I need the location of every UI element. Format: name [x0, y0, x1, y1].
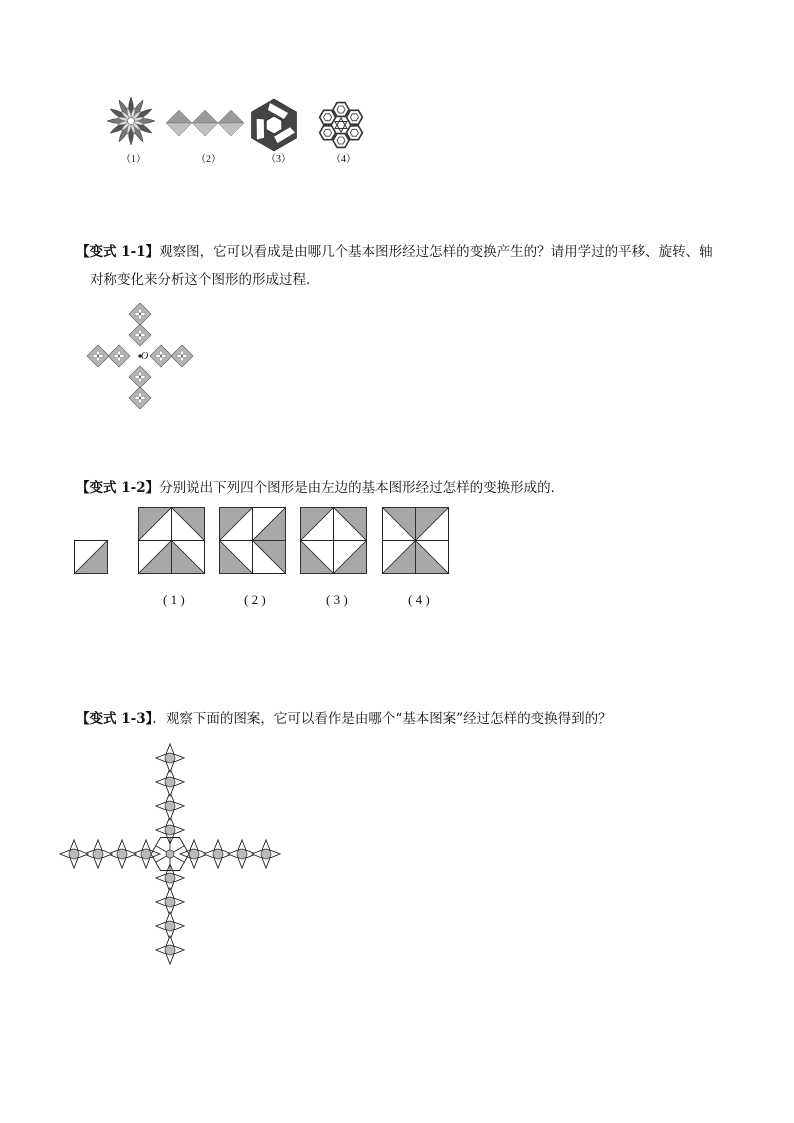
figure-star-cross: [74, 752, 266, 948]
tile-cross-center: [181, 355, 183, 357]
pattern-tile: [129, 387, 151, 409]
star-motif: [156, 936, 184, 964]
tile-cross-center: [139, 334, 141, 336]
cluster-inner-hexagon: [324, 114, 332, 121]
cluster-inner-hexagon: [350, 114, 358, 121]
question-1-2: 【变式 1-2】分别说出下列四个图形是由左边的基本图形经过怎样的变换形成的．: [76, 480, 565, 496]
grid-figure-2: [219, 507, 287, 575]
fig0-caption-2: （2）: [196, 154, 221, 165]
question-1-3: 【变式 1-3】．观察下面的图案，它可以看作是由哪个“基本图案”经过怎样的变换得到的？: [76, 711, 612, 727]
tile-cross-center: [139, 313, 141, 315]
star-motif: [252, 840, 280, 868]
base-square: [74, 540, 108, 574]
star-motif: [156, 744, 184, 772]
cluster-inner-hexagon: [337, 106, 345, 113]
question-1-1-line2: 对称变化来分析这个图形的形成过程．: [90, 272, 320, 288]
tile-cross-center: [139, 397, 141, 399]
question-tag: 【变式 1-2】: [76, 480, 160, 496]
fig0-caption-3: （3）: [266, 154, 291, 165]
star-dot: [165, 873, 175, 883]
tile-cross-center: [160, 355, 162, 357]
star-dot: [165, 801, 175, 811]
tile-cross-center: [118, 355, 120, 357]
star-dot: [93, 849, 103, 859]
pattern-tile: [108, 345, 130, 367]
fig0-caption-1: （1）: [121, 154, 146, 165]
cluster-inner-hexagon: [350, 129, 358, 136]
star-dot: [165, 897, 175, 907]
pattern-tile: [129, 366, 151, 388]
star-dot: [69, 849, 79, 859]
pattern-tile: [150, 345, 172, 367]
star-dot: [165, 945, 175, 955]
figure-triangles: [166, 108, 244, 138]
question-tag: 【变式 1-1】: [76, 244, 160, 260]
grid-figure-4: [382, 507, 450, 575]
fig0-caption-4: （4）: [331, 154, 356, 165]
cluster-inner-hexagon: [337, 137, 345, 144]
grid-caption-4: ( 4 ): [408, 592, 430, 607]
question-1-1-line1: 【变式 1-1】观察图，它可以看成是由哪几个基本图形经过怎样的变换产生的？请用学过的平移、旋转、轴: [76, 244, 713, 260]
star-dot: [165, 825, 175, 835]
pattern-tile: [129, 303, 151, 325]
star-dot: [189, 849, 199, 859]
star-dot: [165, 753, 175, 763]
star-dot: [237, 849, 247, 859]
center-label: O: [141, 351, 149, 362]
flower-center: [128, 118, 135, 125]
figure-cross-pattern: [78, 302, 202, 422]
pattern-tile: [87, 345, 109, 367]
star-dot: [261, 849, 271, 859]
grid-figure-1: [138, 507, 206, 575]
tile-cross-center: [139, 376, 141, 378]
grid-caption-3: ( 3 ): [326, 592, 348, 607]
figure-hexagon-cluster: [312, 100, 370, 150]
question-tag: 【变式 1-3】: [76, 711, 153, 727]
cluster-inner-hexagon: [324, 129, 332, 136]
star-dot: [165, 777, 175, 787]
star-dot: [141, 849, 151, 859]
star-dot: [165, 921, 175, 931]
grid-figure-3: [300, 507, 368, 575]
figure-flower: [100, 96, 164, 146]
pattern-tile: [171, 345, 193, 367]
grid-caption-1: ( 1 ): [163, 592, 185, 607]
tile-cross-center: [97, 355, 99, 357]
center-dot: [166, 850, 174, 858]
pattern-tile: [129, 324, 151, 346]
star-dot: [117, 849, 127, 859]
grid-caption-2: ( 2 ): [244, 592, 266, 607]
swirl-inner-hexagon: [266, 116, 282, 134]
figure-hexagon-swirl: [246, 98, 302, 152]
cluster-star-triangle: [335, 122, 347, 133]
cluster-star-triangle: [335, 118, 347, 129]
star-dot: [213, 849, 223, 859]
star-motif: [60, 840, 88, 868]
